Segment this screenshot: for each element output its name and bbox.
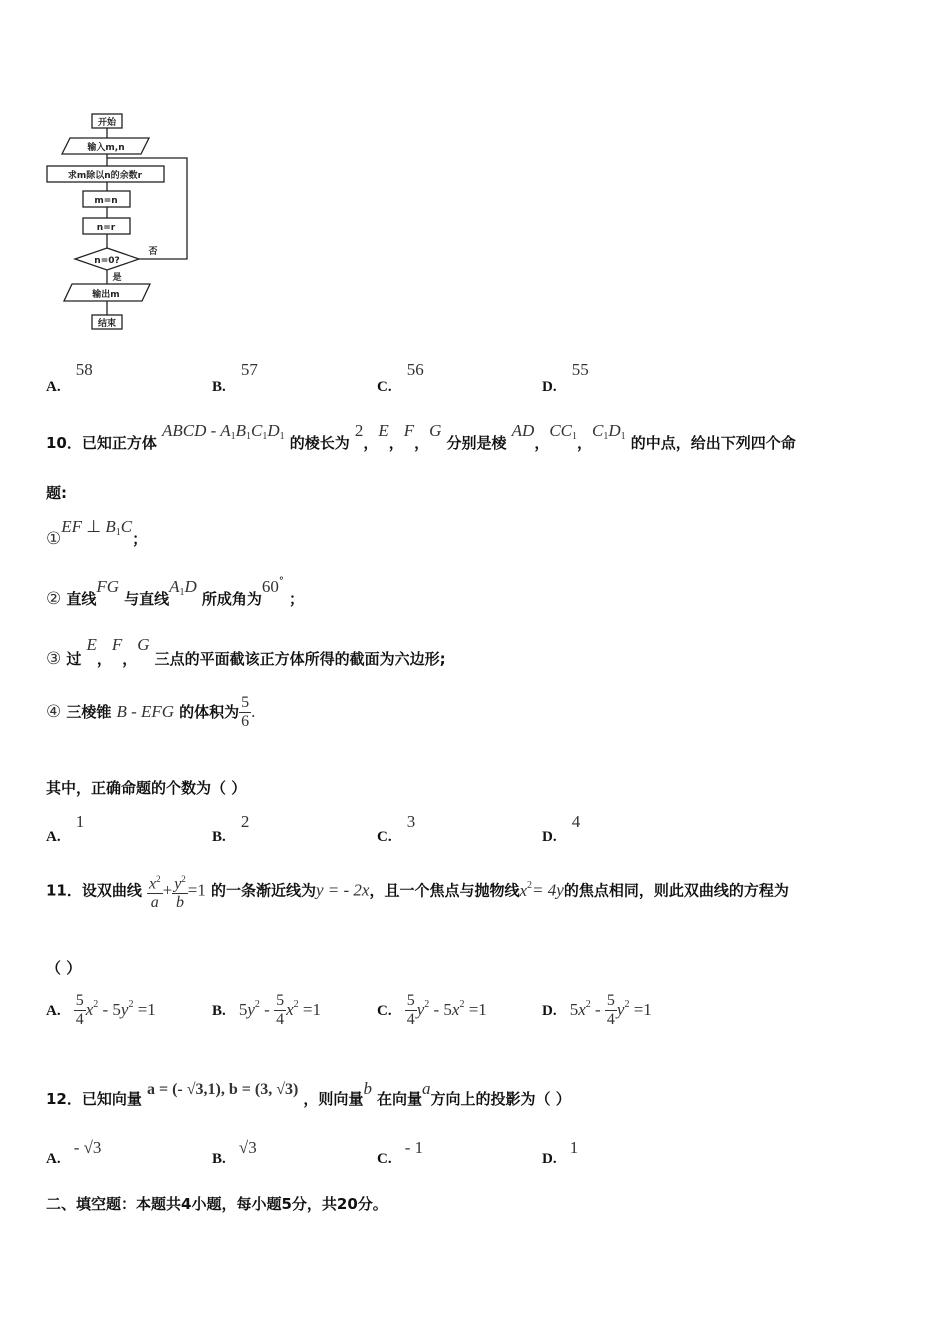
option-letter: C. [377, 379, 392, 395]
option-value: √3 [238, 1138, 257, 1157]
flow-end-text: 结束 [97, 319, 117, 329]
flow-assign1-text: m=n [94, 196, 118, 206]
option-letter: A. [46, 1003, 61, 1019]
q10-text: 的棱长为 [289, 434, 350, 452]
q11-paren: （ ） [46, 959, 82, 977]
q10-stem: 10．已知正方体 ABCD - $A_1B_1C_1D_1$ 的棱长为 2，E，F，G 分别是棱 AD，$CC_1$，$C_1D_1$ 的中点，给出下列四个命 [46, 421, 796, 452]
q10-text: 分别是棱 [446, 434, 507, 452]
option-value: 56 [406, 360, 424, 379]
option-letter: C. [377, 829, 392, 845]
q12-option-a[interactable] [46, 1138, 102, 1167]
option-letter: D. [542, 1003, 557, 1019]
flow-assign2-text: n=r [96, 223, 116, 233]
q10-question: 其中，正确命题的个数为（ ） [46, 779, 247, 797]
option-value: 55 [571, 360, 589, 379]
option-letter: D. [542, 829, 557, 845]
option-value: 57 [240, 360, 258, 379]
q10-text: 已知正方体 [81, 434, 157, 452]
flow-yes-label: 是 [112, 273, 122, 283]
q12-option-c[interactable] [377, 1138, 424, 1167]
option-value: 58 [75, 360, 93, 379]
option-value: 1 [569, 1138, 579, 1157]
option-letter: C. [377, 1151, 392, 1167]
flow-output-text: 输出m [92, 290, 120, 300]
option-value: 3 [406, 812, 416, 831]
q11-option-d[interactable]: D. $5x^2$ - $\frac{5}{4}$ $y^2 =1$ [542, 992, 652, 1028]
q10-proposition-1: ①EF ⊥ $B_1C$； [46, 517, 148, 548]
q9-option-c[interactable] [377, 360, 424, 395]
question-number: 11． [46, 881, 82, 900]
option-value: 1 [75, 812, 85, 831]
q10-proposition-3: ③ 过 E，F，G 三点的平面截该正方体所得的截面为六边形; [46, 635, 446, 668]
q11-option-c[interactable]: C. $\frac{5}{4}$ $y^2 - 5x^2 =1$ [377, 992, 487, 1028]
option-letter: A. [46, 379, 61, 395]
option-letter: A. [46, 1151, 61, 1167]
q10-stem-cont: 题: [46, 484, 67, 502]
flow-input-text: 输入m,n [87, 143, 125, 153]
q10-proposition-4: ④ 三棱锥 B - EFG 的体积为 $\frac{5}{6}$ . [46, 694, 256, 730]
flow-no-label: 否 [148, 247, 158, 257]
q10-option-d[interactable] [542, 812, 581, 845]
volume-fraction: $\frac{5}{6}$ [241, 694, 250, 730]
q12-stem: 12．已知向量 a = (- √3,1), b = (3, √3) ，则向量b 在向量a方向上的投影为（ ） [46, 1079, 571, 1108]
q10-option-b[interactable] [212, 812, 250, 845]
option-value: - 1 [404, 1138, 424, 1157]
option-value: 2 [240, 812, 250, 831]
option-letter: B. [212, 829, 226, 845]
q10-proposition-2: ② 直线FG 与直线$A_1D$ 所成角为60° ； [46, 576, 305, 608]
q12-option-d[interactable] [542, 1138, 579, 1167]
q10-text: 的中点，给出下列四个命 [630, 434, 796, 452]
q10-option-a[interactable] [46, 812, 85, 845]
cube-name: ABCD - $A_1B_1C_1D_1$ [161, 421, 285, 442]
section-heading: 二、填空题：本题共4小题，每小题5分，共20分。 [46, 1195, 388, 1213]
flowchart [42, 108, 202, 338]
edge-length: 2 [354, 421, 364, 440]
q11-option-b[interactable]: B. $5y^2$ - $\frac{5}{4}$ $x^2 =1$ [212, 992, 321, 1028]
option-value: 4 [571, 812, 581, 831]
hyperbola-y-term: $\frac{y^2}{b}$ [172, 870, 188, 912]
q10-option-c[interactable] [377, 812, 416, 845]
q11-stem: 11．设双曲线 $\frac{x^2}{a}$ + $\frac{y^2}{b}$ =1 的一条渐近线为y = - 2x，且一个焦点与抛物线$x^2= 4y$的焦点相同，则此双曲线的方程为 [46, 870, 789, 912]
option-letter: D. [542, 1151, 557, 1167]
q11-option-a[interactable]: A. $\frac{5}{4}$ $x^2 - 5y^2 =1$ [46, 992, 156, 1028]
option-letter: A. [46, 829, 61, 845]
q9-option-b[interactable] [212, 360, 258, 395]
flow-start-text: 开始 [97, 118, 117, 128]
vectors: a = (- √3,1), b = (3, √3) [146, 1081, 299, 1098]
option-letter: B. [212, 1003, 226, 1019]
option-letter: B. [212, 1151, 226, 1167]
question-number: 10． [46, 434, 82, 452]
flow-remainder-text: 求m除以n的余数r [67, 171, 143, 181]
question-number: 12． [46, 1090, 82, 1108]
option-letter: C. [377, 1003, 392, 1019]
option-value: - √3 [73, 1138, 102, 1157]
option-letter: B. [212, 379, 226, 395]
q12-option-b[interactable] [212, 1138, 257, 1167]
hyperbola-x-term: $\frac{x^2}{a}$ [147, 870, 163, 912]
option-letter: D. [542, 379, 557, 395]
flow-condition-text: n=0? [94, 256, 120, 266]
q9-option-a[interactable] [46, 360, 93, 395]
q9-option-d[interactable] [542, 360, 589, 395]
